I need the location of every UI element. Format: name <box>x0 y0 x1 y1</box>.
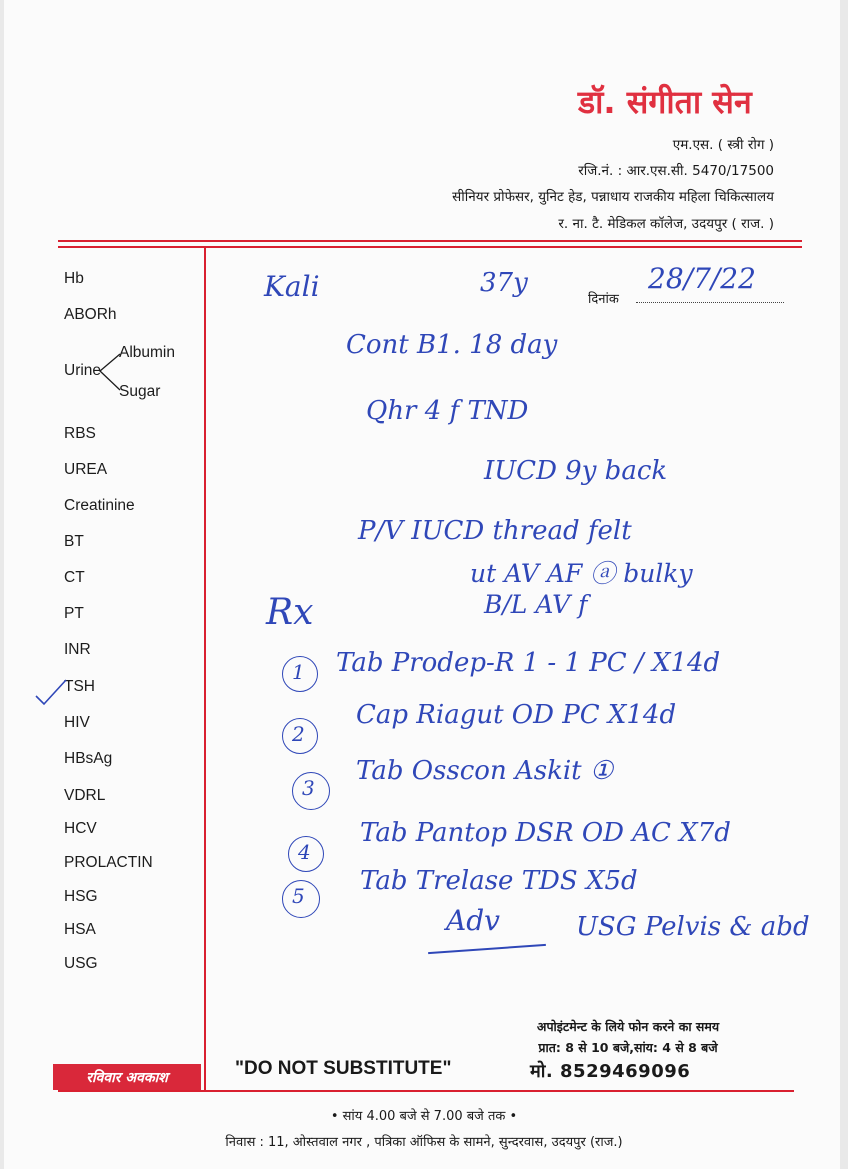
handwritten-patient-name: Kali <box>264 270 320 303</box>
test-albumin: Albumin <box>119 344 175 361</box>
doctor-qualification: एम.एस. ( स्त्री रोग ) <box>672 137 774 153</box>
advice-usg: USG Pelvis & abd <box>576 912 810 942</box>
test-hcv: HCV <box>64 820 97 837</box>
test-ct: CT <box>64 569 85 586</box>
mobile-number: मो. 8529469096 <box>530 1061 691 1082</box>
med-4-number: 4 <box>298 840 311 864</box>
handwritten-bl: B/L AV f <box>484 590 588 619</box>
test-hsa: HSA <box>64 921 96 938</box>
med-2-number: 2 <box>292 722 305 746</box>
test-hiv: HIV <box>64 714 90 731</box>
test-aborh: ABORh <box>64 306 117 323</box>
date-dotted-line <box>636 302 784 303</box>
footer-divider <box>58 1090 794 1092</box>
date-label: दिनांक <box>588 292 619 307</box>
test-urea: UREA <box>64 461 108 478</box>
med-5: Tab Trelase TDS X5d <box>360 866 638 896</box>
sunday-off-badge: रविवार अवकाश <box>53 1064 201 1090</box>
test-creatinine: Creatinine <box>64 497 135 514</box>
med-1-number: 1 <box>292 660 305 684</box>
test-inr: INR <box>64 641 91 658</box>
test-hbsag: HBsAg <box>64 750 113 767</box>
appointment-hours: प्रात: 8 से 10 बजे,सांय: 4 से 8 बजे <box>538 1040 718 1055</box>
med-4: Tab Pantop DSR OD AC X7d <box>360 818 731 848</box>
med-3: Tab Osscon Askit ① <box>356 756 614 786</box>
header-divider-top <box>58 240 802 242</box>
test-pt: PT <box>64 605 84 622</box>
handwritten-cont: Cont B1. 18 day <box>346 330 558 360</box>
advice-label: Adv <box>446 904 500 937</box>
sidebar-divider <box>204 248 206 1090</box>
test-bt: BT <box>64 533 84 550</box>
test-prolactin: PROLACTIN <box>64 854 153 871</box>
doctor-designation: सीनियर प्रोफेसर, युनिट हेड, पन्नाधाय राजकीय महिला चिकित्सालय <box>452 189 774 205</box>
med-2: Cap Riagut OD PC X14d <box>356 700 677 730</box>
med-5-number: 5 <box>292 884 305 908</box>
test-usg: USG <box>64 955 98 972</box>
handwritten-ut: ut AV AF ⓐ bulky <box>470 559 693 588</box>
evening-hours: • सांय 4.00 बजे से 7.00 बजे तक • <box>330 1109 518 1124</box>
test-rbs: RBS <box>64 425 96 442</box>
appointment-title: अपोइंटमेन्ट के लिये फोन करने का समय <box>536 1019 720 1034</box>
header-divider-bottom <box>58 246 802 248</box>
do-not-substitute: "DO NOT SUBSTITUTE" <box>235 1058 452 1079</box>
test-sugar: Sugar <box>119 383 161 400</box>
test-urine: Urine <box>64 362 102 379</box>
handwritten-age: 37y <box>480 268 528 298</box>
rx-symbol: Rx <box>266 592 314 633</box>
test-vdrl: VDRL <box>64 787 106 804</box>
test-hsg: HSG <box>64 888 98 905</box>
college-address: र. ना. टै. मेडिकल कॉलेज, उदयपुर ( राज. ) <box>558 216 774 232</box>
doctor-name: डॉ. संगीता सेन <box>578 83 752 121</box>
test-tsh: TSH <box>64 678 95 695</box>
test-hb: Hb <box>64 270 84 287</box>
handwritten-ohr: Qhr 4 f TND <box>366 396 529 426</box>
handwritten-pv: P/V IUCD thread felt <box>358 516 632 546</box>
handwritten-iucd: IUCD 9y back <box>484 456 668 486</box>
registration-number: रजि.नं. : आर.एस.सी. 5470/17500 <box>578 163 774 179</box>
residence-address: निवास : 11, ओस्तवाल नगर , पत्रिका ऑफिस के सामने, सुन्दरवास, उदयपुर (राज.) <box>225 1135 623 1150</box>
med-1: Tab Prodep-R 1 - 1 PC / X14d <box>336 648 721 678</box>
handwritten-date: 28/7/22 <box>648 262 756 295</box>
tick-mark-icon <box>34 678 68 706</box>
med-3-number: 3 <box>302 776 315 800</box>
